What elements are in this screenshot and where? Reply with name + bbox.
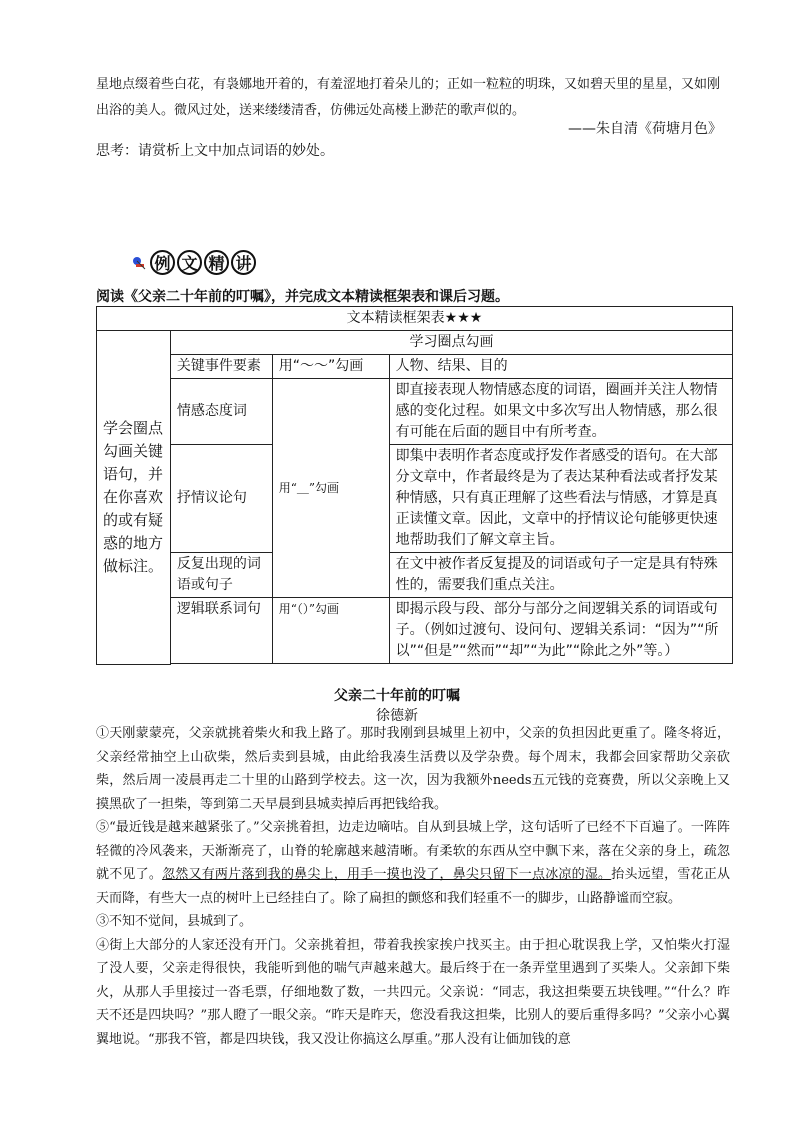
underlined-sentence: 忽然又有两片落到我的鼻尖上，用手一摸也没了，鼻尖只留下一点冰凉的湿。: [162, 867, 612, 882]
question-text: 思考：请赏析上文中加点词语的妙处。: [96, 143, 334, 159]
attribution: ——朱自清《荷塘月色》: [568, 121, 722, 137]
table-cell-method: 用“（）”勾画: [272, 598, 389, 664]
difficulty-stars: ★★★: [444, 310, 483, 326]
article-body: [96, 722, 730, 1051]
reading-framework-table: [96, 306, 733, 665]
heading-char: 讲: [231, 250, 256, 275]
intro-paragraph: 星地点缀着些白花，有袅娜地开着的，有羞涩地打着朵儿的；正如一粒粒的明珠，又如碧天里的星星，又如刚出浴的美人。微风过处，送来缕缕清香，仿佛远处高楼上渺茫的歌声似的。: [96, 77, 721, 118]
section-heading: [132, 250, 256, 275]
article-paragraph: [96, 816, 730, 910]
table-title-text: 文本精读框架表: [346, 310, 445, 326]
task-instruction: 阅读《父亲二十年前的叮嘱》，并完成文本精读框架表和课后习题。: [96, 289, 509, 305]
table-subheader: 学习圈点勾画: [170, 331, 732, 355]
table-cell-element: 抒情议论句: [170, 445, 272, 553]
paragraph-part: ⑤“最近钱是越来越紧张了。”父亲挑着担，边走边嘀咕。自从到县城上学，这句话听了已经不下百遍了。一阵阵轻微的冷风袭来，天渐渐亮了，山脊的轮廓越来越清晰。有柔软的东西从空中飘下来，落在父亲的身上，疏忽就不见了。: [96, 820, 730, 882]
article-paragraph: ①天刚蒙蒙亮，父亲就挑着柴火和我上路了。那时我刚到县城里上初中，父亲的负担因此更重了。隆冬将近，父亲经常抽空上山砍柴，然后卖到县城，由此给我凑生活费以及学杂费。每个周末，我都会回家帮助父亲砍柴，然后周一凌晨再走二十里的山路到学校去。这一次，因为我额外needs五元钱的竞赛费，所以父亲晚上又摸黑砍了一担柴，等到第二天早晨到县城卖掉后再把钱给我。: [96, 726, 730, 812]
table-cell-element: 情感态度词: [170, 379, 272, 445]
table-cell-desc: 在文中被作者反复提及的词语或句子一定是具有特殊性的，需要我们重点关注。: [389, 553, 732, 598]
heading-char: 精: [204, 250, 229, 275]
table-cell-element: 逻辑联系词句: [170, 598, 272, 664]
article-paragraph: ③不知不觉间，县城到了。: [96, 914, 253, 929]
header-element: 关键事件要素: [170, 355, 272, 379]
heading-char: 例: [150, 250, 175, 275]
heading-char: 文: [177, 250, 202, 275]
header-method: 用“～～”勾画: [272, 355, 389, 379]
spacer: [170, 664, 732, 665]
paragraph-part: 抬头远望，雪花正从天而降，有些大一点的树叶上已经挂白了。除了扁担的颤悠和我们轻重不一的脚步，山路静谧而空寂。: [96, 867, 730, 906]
table-cell-desc: 即揭示段与段、部分与部分之间逻辑关系的词语或句子。（例如过渡句、设问句、逻辑关系词：“因为”“所以”“但是”“然而”“却”“为此”“除此之外”等。）: [389, 598, 732, 664]
article-author: 徐德新: [376, 708, 418, 724]
table-cell-method: 用“＿”勾画: [272, 379, 389, 598]
table-cell-element: 反复出现的词语或句子: [170, 553, 272, 598]
table-cell-desc: 即直接表现人物情感态度的词语，圈画并关注人物情感的变化过程。如果文中多次写出人物情感，那么很有可能在后面的题目中有所考查。: [389, 379, 732, 445]
left-label: 学会圈点勾画关键语句，并在你喜欢的或有疑惑的地方做标注。: [97, 331, 171, 665]
pushpin-icon: [132, 256, 146, 270]
table-title: [97, 307, 733, 331]
article-paragraph: ④街上大部分的人家还没有开门。父亲挑着担，带着我挨家挨户找买主。由于担心耽误我上学，又怕柴火打湿了没人要，父亲走得很快，我能听到他的喘气声越来越大。最后终于在一条弄堂里遇到了买柴人。父亲卸下柴火，从那人手里接过一沓毛票，仔细地数了数，一共四元。父亲说：“同志，我这担柴要五块钱哩。”“什么？昨天不还是四块吗？”那人瞪了一眼父亲。“昨天是昨天，您没看我这担柴，比别人的要后重得多吗？”父亲小心翼翼地说。“那我不管，都是四块钱，我又没让你搞这么厚重。”那人没有让価加钱的意: [96, 937, 730, 1047]
header-desc: 人物、结果、目的: [389, 355, 732, 379]
article-title: 父亲二十年前的叮嘱: [334, 688, 460, 704]
table-cell-desc: 即集中表明作者态度或抒发作者感受的语句。在大部分文章中，作者最终是为了表达某种看法或者抒发某种情感，只有真正理解了这些看法与情感，才算是真正读懂文章。因此，文章中的抒情议论句能够更快速地帮助我们了解文章主旨。: [389, 445, 732, 553]
